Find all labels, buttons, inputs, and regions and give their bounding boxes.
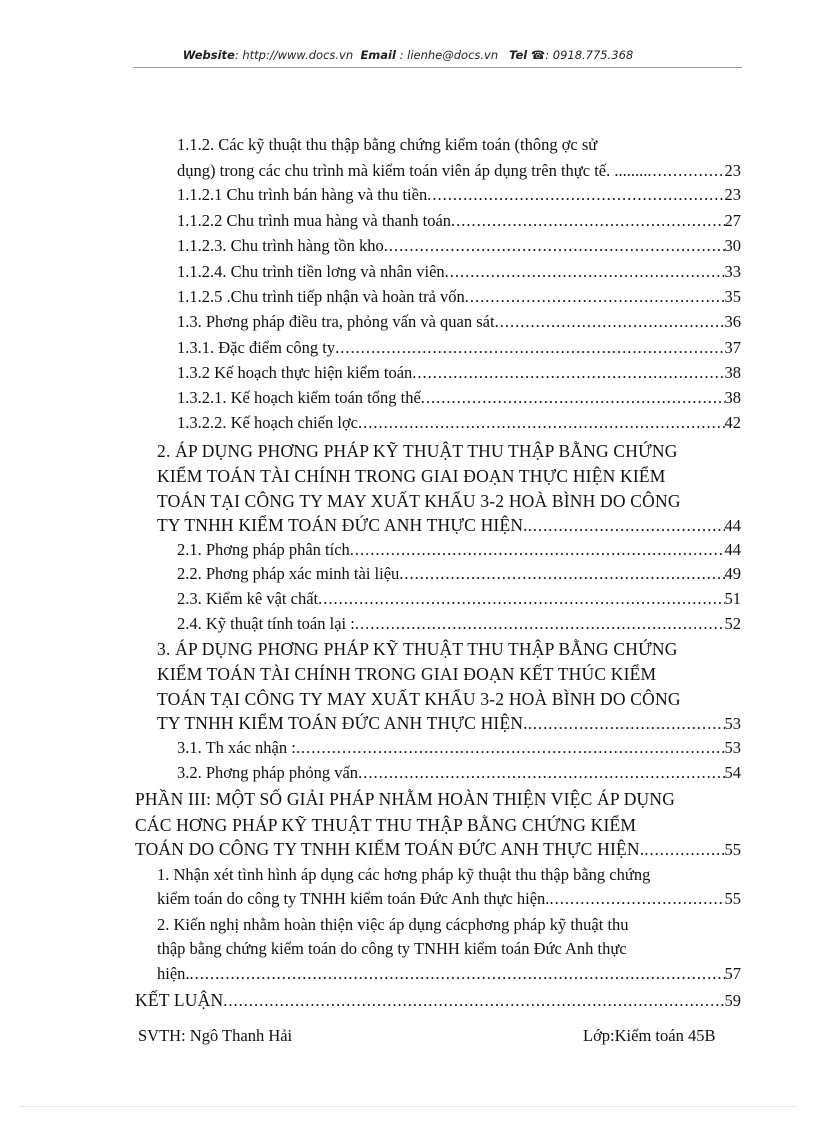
toc-entry[interactable]: 1.1.2.5 .Chu trình tiếp nhận và hoàn trả vốn ..... 35 [177,286,741,308]
page-header [0,48,816,62]
page-number: 35 [724,287,741,306]
toc-entry[interactable]: dụng) trong các chu trình mà kiểm toán viên áp dụng trên thực tế. ........ ..... 23 [177,160,741,182]
email-value: : lienhe@docs.vn [399,48,499,62]
website-label: Website [182,48,235,62]
toc-entry[interactable]: 2.4. Kỹ thuật tính toán lại : ..... 52 [177,613,741,635]
phone-icon: ☎ [530,48,546,62]
toc-section-title: TOÁN TẠI CÔNG TY MAY XUẤT KHẨU 3-2 HOÀ BÌNH DO CÔNG [157,491,681,511]
toc-entry[interactable]: 1.3.2 Kế hoạch thực hiện kiểm toán ..... 38 [177,362,741,384]
page-number: 59 [724,991,741,1010]
toc-section-entry[interactable]: TY TNHH KIỂM TOÁN ĐỨC ANH THỰC HIỆN. ..... 53 [157,712,741,734]
page-number: 44 [724,516,741,535]
toc-part-title: CÁC HƠNG PHÁP KỸ THUẬT THU THẬP BẰNG CHỨNG KIỂM [135,815,637,835]
toc-section-title: TOÁN TẠI CÔNG TY MAY XUẤT KHẨU 3-2 HOÀ BÌNH DO CÔNG [157,689,681,709]
toc-entry-text: 1.1.2. Các kỹ thuật thu thập bằng chứng kiểm toán (thông ợc sử [177,135,598,154]
page-number: 51 [724,589,741,608]
page-number: 37 [724,338,741,357]
page-number: 54 [724,763,741,782]
toc-entry[interactable]: 1.1.2.1 Chu trình bán hàng và thu tiền ..... 23 [177,184,741,206]
page-number: 55 [724,889,741,908]
toc-entry[interactable]: hiện. ..... 57 [157,963,741,985]
toc-entry[interactable]: 2.1. Phơng pháp phân tích ..... 44 [177,539,741,561]
page-number: 53 [724,714,741,733]
toc-section-title: KIỂM TOÁN TÀI CHÍNH TRONG GIAI ĐOẠN THỰC HIỆN KIỂM [157,466,666,486]
toc-section-title: 2. ÁP DỤNG PHƠNG PHÁP KỸ THUẬT THU THẬP BẰNG CHỨNG [157,441,678,461]
toc-entry[interactable]: 1.3.2.1. Kế hoạch kiểm toán tổng thể ..... 38 [177,387,741,409]
toc-entry[interactable]: 1.3.2.2. Kế hoạch chiến lợc ..... 42 [177,412,741,434]
toc-section-entry[interactable]: TY TNHH KIỂM TOÁN ĐỨC ANH THỰC HIỆN. ..... 44 [157,514,741,536]
tel-value: : 0918.775.368 [545,48,634,62]
page-number: 33 [724,262,741,281]
toc-entry[interactable]: 1.3.1. Đặc điểm công ty ..... 37 [177,337,741,359]
footer-student: SVTH: Ngô Thanh Hải [138,1026,293,1045]
toc-entry[interactable]: 1.1.2.4. Chu trình tiền lơng và nhân viên ..... 33 [177,261,741,283]
website-value: : http://www.docs.vn [234,48,354,62]
toc-entry[interactable]: kiểm toán do công ty TNHH kiểm toán Đức Anh thực hiện. ..... 55 [157,888,741,910]
page-number: 44 [724,540,741,559]
toc-entry-text: thập bằng chứng kiểm toán do công ty TNHH kiểm toán Đức Anh thực [157,939,627,958]
toc-section-title: 3. ÁP DỤNG PHƠNG PHÁP KỸ THUẬT THU THẬP BẰNG CHỨNG [157,639,678,659]
toc-entry[interactable]: 1.1.2.3. Chu trình hàng tồn kho ..... 30 [177,235,741,257]
page-number: 57 [724,964,741,983]
toc-entry[interactable]: 3.2. Phơng pháp phỏng vấn ..... 54 [177,762,741,784]
toc-entry[interactable]: 1.3. Phơng pháp điều tra, phỏng vấn và quan sát ..... 36 [177,311,741,333]
toc-conclusion-entry[interactable]: KẾT LUẬN ..... 59 [135,989,741,1011]
toc-part-title: PHẦN III: MỘT SỐ GIẢI PHÁP NHẰM HOÀN THIỆN VIỆC ÁP DỤNG [135,789,676,809]
toc-entry-text: 2. Kiến nghị nhằm hoàn thiện việc áp dụng cácphơng pháp kỹ thuật thu [157,915,629,934]
page-number: 53 [724,738,741,757]
page-number: 27 [724,211,741,230]
page-number: 23 [724,185,741,204]
page-number: 38 [724,388,741,407]
page-number: 38 [724,363,741,382]
toc-entry[interactable]: 3.1. Th xác nhận : ..... 53 [177,737,741,759]
toc-section-title: KIỂM TOÁN TÀI CHÍNH TRONG GIAI ĐOẠN KẾT THÚC KIỂM [157,664,657,684]
email-label: Email [360,48,396,62]
toc-entry[interactable]: 2.2. Phơng pháp xác minh tài liệu ..... 49 [177,563,741,585]
toc-part-entry[interactable]: TOÁN DO CÔNG TY TNHH KIỂM TOÁN ĐỨC ANH THỰC HIỆN. ..... 55 [135,838,741,860]
toc-entry[interactable]: 2.3. Kiểm kê vật chất ..... 51 [177,588,741,610]
page-number: 42 [724,413,741,432]
page-bottom-border [20,1106,796,1107]
page-number: 36 [724,312,741,331]
tel-label: Tel [509,48,528,62]
page-number: 30 [724,236,741,255]
toc-entry-text: 1. Nhận xét tình hình áp dụng các hơng pháp kỹ thuật thu thập bằng chứng [157,865,651,884]
page-number: 23 [724,161,741,180]
page-number: 49 [724,564,741,583]
footer-class: Lớp:Kiểm toán 45B [583,1026,716,1045]
page-number: 52 [724,614,741,633]
page-number: 55 [724,840,741,859]
toc-entry[interactable]: 1.1.2.2 Chu trình mua hàng và thanh toán ..... 27 [177,210,741,232]
header-divider [133,67,742,68]
